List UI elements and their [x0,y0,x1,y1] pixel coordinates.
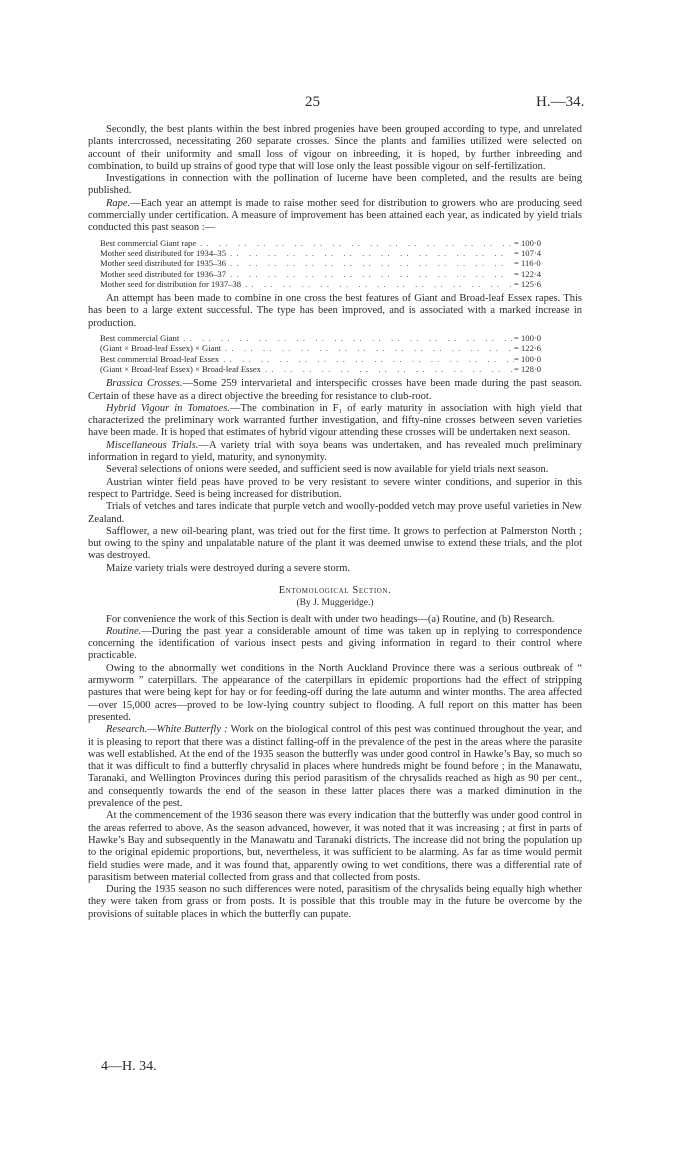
body-text [88,124,582,921]
misc-heading: Miscellaneous Trials. [106,439,199,451]
misc-text: —A variety trial with soya beans was undertaken, and has revealed much preliminary information in regard to yield, maturity, and synonymity. [88,439,583,464]
hybrid-heading: Hybrid Vigour in Tomatoes. [106,402,230,414]
table-row [100,248,572,258]
table-row [100,279,572,289]
footer-signature: 4—H. 34. [101,1059,157,1074]
research-text: Work on the biological control of this pest was continued throughout the year, and it is pleasing to report that there was a distinct falling-off in the prevalence of the pest in the areas where the parasite was well established. At the end of the 1935 season the butterfly was under good control in Hawke’s Bay, so much so that it was difficult to find a butterfly chrysalid in places where hundreds might be found before ; in the Manawatu, Taranaki, and Wellington Provinces during this period parasitism of the chrysalids reached as high as 90 per cent., and consequently towards the end of the season in these latter places there was a marked diminution in the prevalence of the pest. [88,724,582,810]
row-value: = 100·0 [514,237,542,248]
cross-yield-table [100,333,572,374]
row-value: = 100·0 [514,353,542,364]
row-value: = 107·4 [514,247,542,258]
paragraph: During the 1935 season no such differences were noted, parasitism of the chrysalids being equally high whether they were taken from grass or from posts. It is possible that this trouble may in the future be overcome by the provisions of suitable places in which the butterfly can pupate. [88,884,582,920]
misc-paragraph [88,440,582,465]
row-value: = 122·6 [514,343,542,354]
paragraph: Secondly, the best plants within the best inbred progenies have been grouped according to type, and unrelated plants intercrossed, necessitating 260 separate crosses. Since the plants and families utilized were selected on account of their uniformity and small loss of vigour on inbreeding, it is hoped, by further inbreeding and combination, to build up strains of good type that will lose only the least possible vigour on self-fertilization. [88,124,582,172]
row-label: Mother seed distributed for 1935–36 [100,258,227,269]
paragraph: Trials of vetches and tares indicate that purple vetch and woolly-podded vetch may prove useful varieties in New Zealand. [88,501,582,525]
row-value: = 128·0 [514,363,542,374]
brassica-text: —Some 259 intervarietal and interspecific crosses have been made during the past season. Certain of these have as a direct objective the breeding for resistance to club-root. [88,378,582,402]
row-label: (Giant × Broad-leaf Essex) × Giant [100,343,222,354]
brassica-paragraph [88,378,582,403]
paragraph: Owing to the abnormally wet conditions in the North Auckland Province there was a serious outbreak of “ armyworm ” caterpillars. The appearance of the caterpillars in epidemic proportions had the effect of stripping pastures that were being kept for hay or for feeding-off during the late autumn and winter months. The area affected—over 15,000 acres—proved to be low-lying country subject to flooding. A full report on this matter has been presented. [88,662,582,723]
table-row [100,354,572,364]
paragraph: Safflower, a new oil-bearing plant, was tried out for the first time. It grows to perfection at Palmerston North ; but owing to the spiny and unpalatable nature of the plant it was deemed unwise to extend these trials, and the plot was destroyed. [88,525,582,562]
row-value: = 122·4 [514,268,542,279]
paragraph: For convenience the work of this Section is dealt with under two headings—(a) Routine, and (b) Research. [106,613,555,625]
routine-heading: Routine. [106,625,142,637]
document-reference: H.—34. [536,94,585,110]
page-number: 25 [305,94,320,110]
hybrid-paragraph [88,403,582,440]
table-row [100,269,572,279]
paragraph: An attempt has been made to combine in one cross the best features of Giant and Broad-leaf Essex rapes. This has been to a large extent successful. The type has been improved, and is associated with a marked increase in production. [88,293,582,329]
table-row [100,364,572,374]
hybrid-text: —The combination in F₁ of early maturity in association with high yield that characterized the preliminary work warranted further investigation, and fifty-nine crosses between seven varieties have been made. It is hoped that estimates of hybrid vigour attending these crosses will be undertaken next season. [88,402,582,439]
paragraph: Austrian winter field peas have proved to be very resistant to severe winter conditions, and superior in this respect to Partridge. Seed is being increased for distribution. [88,476,582,500]
row-label: Mother seed distributed for 1934–35 [100,247,227,258]
rape-text: —Each year an attempt is made to raise mother seed for distribution to growers who are producing seed commercially under certification. A measure of improvement has been attained each year, as indicated by yield trials conducted this past season :— [88,197,582,234]
row-value: = 100·0 [514,333,542,344]
rape-paragraph [88,198,582,235]
paragraph: Investigations in connection with the pollination of lucerne have been completed, and the results are being published. [88,173,582,197]
table-row [100,333,572,343]
row-label: Best commercial Broad-leaf Essex [100,353,220,364]
research-heading: Research.—White Butterfly : [106,724,228,736]
research-paragraph [88,724,582,810]
row-label: Mother seed distributed for 1936–37 [100,268,227,279]
table-row [100,238,572,248]
rape-yield-table [100,238,572,289]
paragraph: At the commencement of the 1936 season there was every indication that the butterfly was under good control in the areas referred to above. As the season advanced, however, it was noted that it was increasing ; at first in parts of Hawke’s Bay and subsequently in the Manawatu and Taranaki districts. The increase did not bring the population up to the original epidemic proportions, but, nevertheless, it was sufficient to be alarming. As far as time would permit field studies were made, and it was found that, apparently owing to wet conditions, there was a differential rate of parasitism between material collected from grass and that collected from posts. [88,810,582,883]
row-label: Mother seed for distribution for 1937–38 [100,278,242,289]
row-label: Best commercial Giant [100,333,180,344]
rape-heading: Rape. [106,197,131,209]
table-row [100,343,572,353]
section-byline: (By J. Muggeridge.) [296,598,374,609]
brassica-heading: Brassica Crosses. [106,378,183,390]
routine-text: —During the past year a considerable amount of time was taken up in replying to correspondence concerning the identification of various insect pests and giving information in regard to their control where practicable. [88,625,582,662]
paragraph: Several selections of onions were seeded, and sufficient seed is now available for yield trials next season. [106,464,549,476]
section-title: Entomological Section. [278,584,392,596]
paragraph: Maize variety trials were destroyed during a severe storm. [106,562,351,574]
row-label: Best commercial Giant rape [100,237,197,248]
row-label: (Giant × Broad-leaf Essex) × Broad-leaf Essex [100,363,261,374]
table-row [100,258,572,268]
row-value: = 125·6 [514,278,542,289]
routine-paragraph [88,626,582,663]
row-value: = 116·0 [514,258,541,269]
